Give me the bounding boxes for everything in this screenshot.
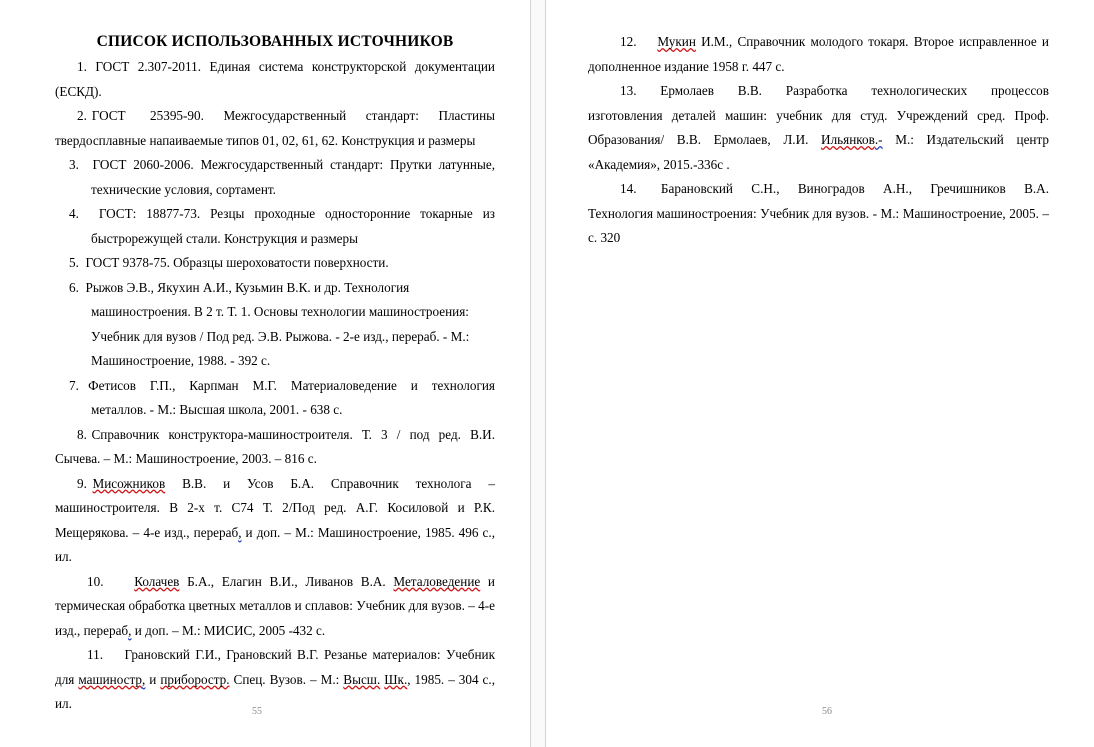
bibliography-entry-5: 5. ГОСТ 9378-75. Образцы шероховатости поверхности. bbox=[69, 255, 389, 270]
bibliography-entry-2: 2. ГОСТ 25395-90. Межгосударственный стандарт: Пластины твердосплавные напаиваемые типов 01, 02, 61, 62. Конструкция и размеры bbox=[55, 108, 495, 148]
misspelled-word: машиностр bbox=[78, 671, 143, 687]
document-page-55[interactable] bbox=[0, 0, 530, 747]
bibliography-entry-6: 6. Рыжов Э.В., Якухин А.И., Кузьмин В.К. и др. Технология машиностроения. В 2 т. Т. 1. Основы технологии машиностроения: Учебник для вузов / Под ред. Э.В. Рыжова. - 2-е изд., перераб. - М.: Машиностроение, 1988. - 392 с. bbox=[69, 279, 470, 368]
entry-number: 1. bbox=[77, 59, 87, 74]
entry-number: 11. bbox=[87, 647, 103, 662]
entry-number: 6. bbox=[69, 279, 79, 295]
misspelled-word: приборостр. bbox=[160, 671, 230, 687]
bibliography-entry-13: 13. Ермолаев В.В. Разработка технологических процессов изготовления деталей машин: учебник для студ. Учреждений сред. Проф. Образования/ В.В. Ермолаев, Л.И. Ильянков.- М.: Издательский центр «Академия», 2015.-336с . bbox=[588, 83, 1049, 172]
entry-number: 10. bbox=[87, 573, 104, 589]
bibliography-entry-1: 1. ГОСТ 2.307-2011. Единая система конструкторской документации (ЕСКД). bbox=[55, 59, 495, 99]
page-title bbox=[55, 0, 495, 55]
entry-number: 7. bbox=[69, 377, 79, 393]
grammar-mark: , bbox=[142, 671, 146, 687]
entry-number: 4. bbox=[69, 206, 79, 221]
misspelled-word: Металоведение bbox=[393, 573, 481, 589]
bibliography-entry-14: 14. Барановский С.Н., Виноградов А.Н., Гречишников В.А. Технология машиностроения: Учебник для вузов. - М.: Машиностроение, 2005. – с. 320 bbox=[588, 181, 1049, 245]
entry-number: 5. bbox=[69, 255, 79, 270]
page-title-text: СПИСОК ИСПОЛЬЗОВАННЫХ ИСТОЧНИКОВ bbox=[96, 33, 454, 50]
misspelled-word: Высш. bbox=[343, 671, 381, 687]
bibliography-entry-7: 7. Фетисов Г.П., Карпман М.Г. Материаловедение и технология металлов. - М.: Высшая школа, 2001. - 638 с. bbox=[69, 377, 495, 417]
bibliography-entry-3: 3. ГОСТ 2060-2006. Межгосударственный стандарт: Прутки латунные, технические условия, сортамент. bbox=[69, 157, 495, 197]
page-number-footer: 55 bbox=[252, 706, 262, 717]
entry-number: 9. bbox=[77, 475, 87, 491]
document-page-56[interactable] bbox=[546, 0, 1094, 747]
grammar-mark: , bbox=[238, 524, 242, 540]
entry-number: 14. bbox=[620, 181, 637, 196]
page-text-body bbox=[55, 0, 495, 747]
bibliography-entry-9: 9. Мисожников В.В. и Усов Б.А. Справочник технолога – машиностроителя. В 2-х т. С74 Т. 2/Под ред. А.Г. Косиловой и Р.К. Мещерякова. – 4-е изд., перераб, и доп. – М.: Машиностроение, 1985. 496 с., ил. bbox=[55, 475, 495, 564]
page-text-body bbox=[588, 0, 1049, 747]
misspelled-word: Шк. bbox=[384, 671, 408, 687]
bibliography-entry-4: 4. ГОСТ: 18877-73. Резцы проходные односторонние токарные из быстрорежущей стали. Конструкция и размеры bbox=[69, 206, 495, 246]
page-number-footer: 56 bbox=[822, 706, 832, 717]
entry-number: 12. bbox=[620, 34, 637, 49]
page-gutter-divider bbox=[530, 0, 546, 747]
bibliography-entry-12: 12. Мукин И.М., Справочник молодого токаря. Второе исправленное и дополненное издание 1958 г. 447 с. bbox=[588, 34, 1049, 74]
bibliography-entry-11: 11. Грановский Г.И., Грановский В.Г. Резанье материалов: Учебник для машиностр, и приборостр. Спец. Вузов. – М.: Высш. Шк., 1985. – 304 с., ил. bbox=[55, 647, 495, 711]
misspelled-word: Мукин bbox=[657, 34, 696, 49]
misspelled-word: Мисожников bbox=[92, 475, 166, 491]
misspelled-word: Колачев bbox=[134, 573, 180, 589]
grammar-mark: , bbox=[128, 622, 132, 638]
grammar-mark: .- bbox=[874, 132, 883, 147]
misspelled-word: Ильянков bbox=[821, 132, 875, 147]
bibliography-entry-8: 8. Справочник конструктора-машиностроителя. Т. 3 / под ред. В.И. Сычева. – М.: Машиностроение, 2003. – 816 с. bbox=[55, 426, 496, 466]
bibliography-entry-10: 10. Колачев Б.А., Елагин В.И., Ливанов В.А. Металоведение и термическая обработка цветных металлов и сплавов: Учебник для вузов. – 4-е изд., перераб, и доп. – М.: МИСИС, 2005 -432 с. bbox=[55, 573, 495, 638]
entry-number: 13. bbox=[620, 83, 637, 98]
entry-number: 2. bbox=[77, 108, 87, 123]
entry-number: 3. bbox=[69, 157, 79, 172]
entry-number: 8. bbox=[77, 426, 87, 442]
